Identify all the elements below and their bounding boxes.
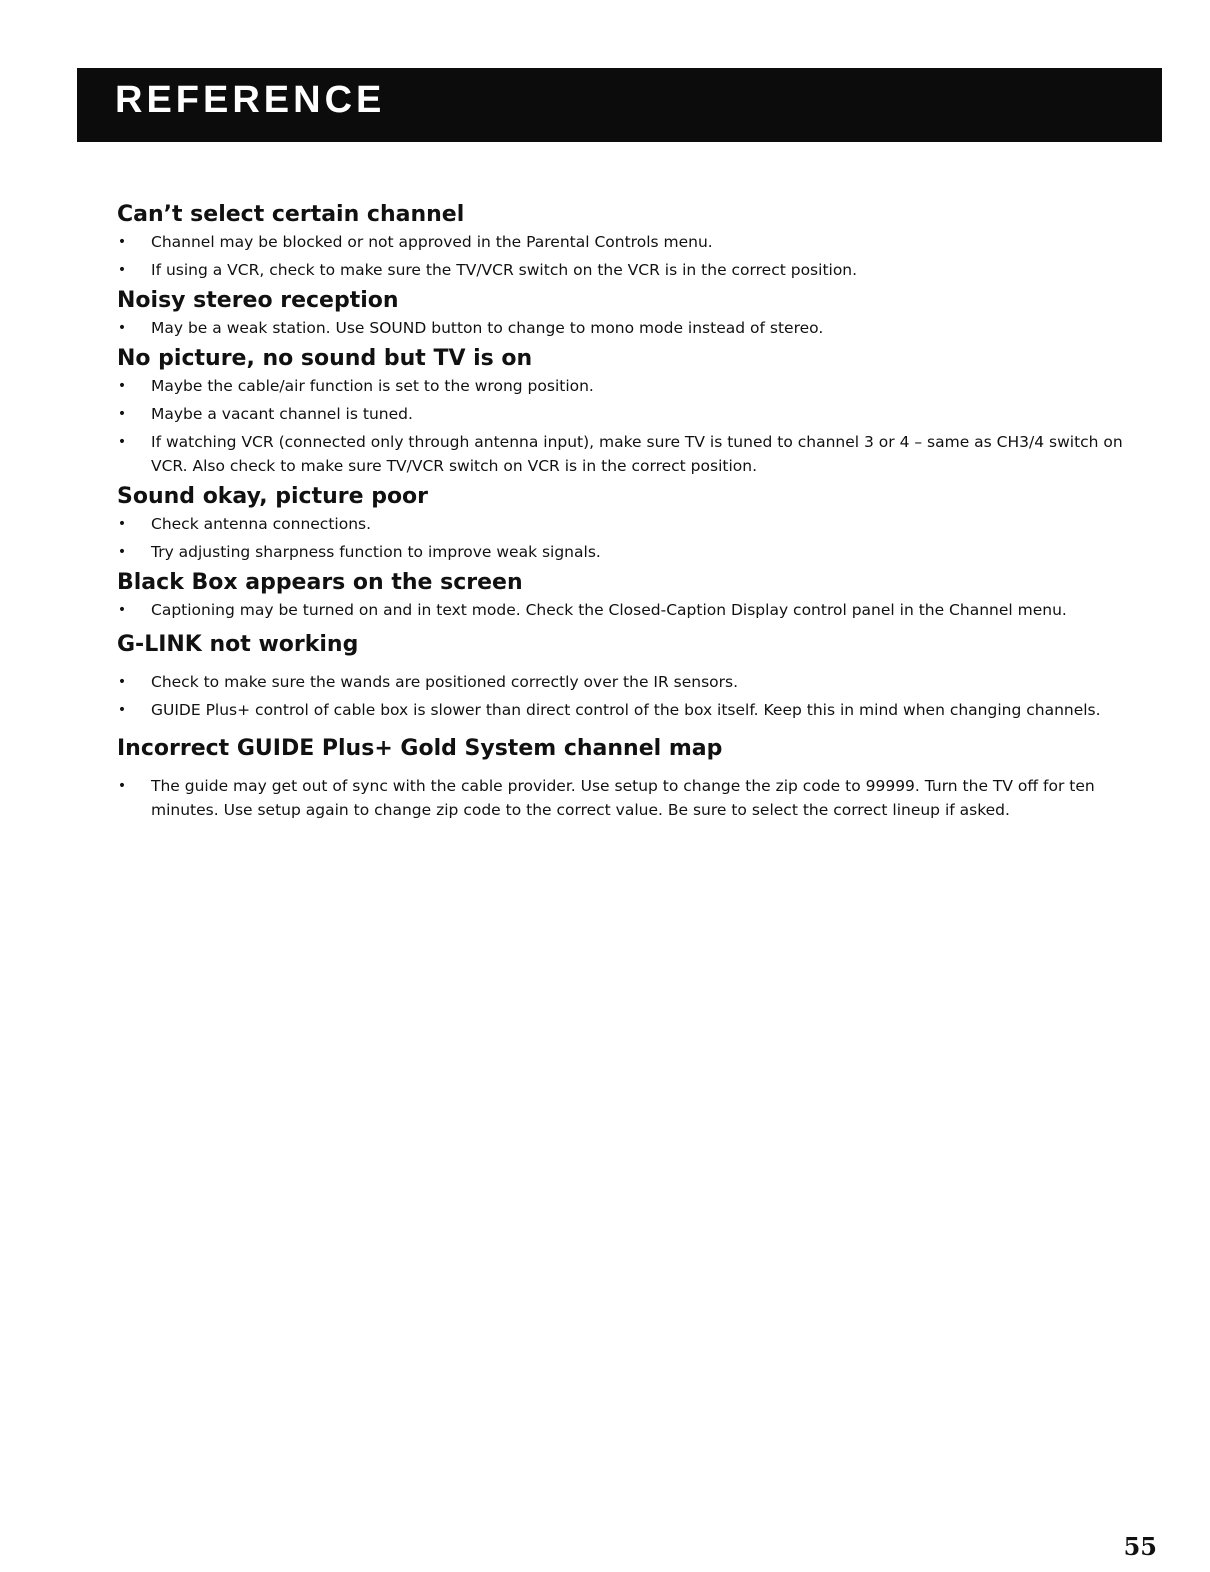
list-item [117,402,1152,426]
bullet-list [117,512,1152,564]
bullet-text: If using a VCR, check to make sure the TV/VCR switch on the VCR is in the correct position. [151,261,858,279]
section-noisy-stereo [117,286,1152,340]
section-black-box [117,568,1152,622]
list-item [117,598,1152,622]
section-heading: No picture, no sound but TV is on [117,346,533,371]
page-section-title: REFERENCE [115,79,386,121]
bullet-list [117,230,1152,282]
section-incorrect-guide-map [117,734,1152,822]
bullet-text: Maybe a vacant channel is tuned. [151,405,413,423]
list-item [117,374,1152,398]
section-cant-select-channel [117,200,1152,282]
bullet-icon: • [117,434,127,450]
page-number: 55 [1123,1532,1157,1561]
bullet-text: Captioning may be turned on and in text mode. Check the Closed-Caption Display control panel in the Channel menu. [151,601,1067,619]
bullet-icon: • [117,378,127,394]
bullet-icon: • [117,516,127,532]
bullet-text: Channel may be blocked or not approved in the Parental Controls menu. [151,233,713,251]
section-g-link [117,630,1152,722]
bullet-icon: • [117,406,127,422]
bullet-icon: • [117,234,127,250]
list-item [117,540,1152,564]
bullet-list [117,598,1152,622]
section-heading: G-LINK not working [117,632,359,657]
bullet-icon: • [117,778,127,794]
section-heading: Sound okay, picture poor [117,484,429,509]
bullet-list [117,374,1152,478]
list-item [117,258,1152,282]
bullet-list [117,670,1152,722]
bullet-text: Check to make sure the wands are positioned correctly over the IR sensors. [151,673,739,691]
list-item [117,670,1152,694]
section-sound-okay-picture-poor [117,482,1152,564]
bullet-text: Maybe the cable/air function is set to the wrong position. [151,377,594,395]
list-item [117,430,1152,478]
bullet-text: If watching VCR (connected only through antenna input), make sure TV is tuned to channel 3 or 4 – same as CH3/4 switch on VCR. Also check to make sure TV/VCR switch on VCR is in the correct position. [151,433,1123,475]
bullet-list [117,774,1152,822]
section-heading: Can’t select certain channel [117,202,465,227]
bullet-icon: • [117,262,127,278]
bullet-text: Check antenna connections. [151,515,372,533]
bullet-icon: • [117,544,127,560]
section-heading: Noisy stereo reception [117,288,399,313]
list-item [117,316,1152,340]
reference-header-bar [77,68,1162,142]
list-item [117,774,1152,822]
bullet-icon: • [117,320,127,336]
bullet-icon: • [117,674,127,690]
section-heading: Black Box appears on the screen [117,570,523,595]
bullet-text: The guide may get out of sync with the cable provider. Use setup to change the zip code to 99999. Turn the TV off for ten minutes. Use setup again to change zip code to the correct value. Be sure to select the correct lineup if asked. [151,777,1095,819]
list-item [117,230,1152,254]
section-no-picture-no-sound [117,344,1152,478]
bullet-icon: • [117,702,127,718]
bullet-text: GUIDE Plus+ control of cable box is slower than direct control of the box itself. Keep this in mind when changing channels. [151,701,1101,719]
bullet-list [117,316,1152,340]
bullet-text: Try adjusting sharpness function to improve weak signals. [151,543,601,561]
list-item [117,512,1152,536]
list-item [117,698,1152,722]
troubleshooting-content [117,200,1152,826]
bullet-icon: • [117,602,127,618]
section-heading: Incorrect GUIDE Plus+ Gold System channel map [117,736,723,761]
bullet-text: May be a weak station. Use SOUND button to change to mono mode instead of stereo. [151,319,824,337]
